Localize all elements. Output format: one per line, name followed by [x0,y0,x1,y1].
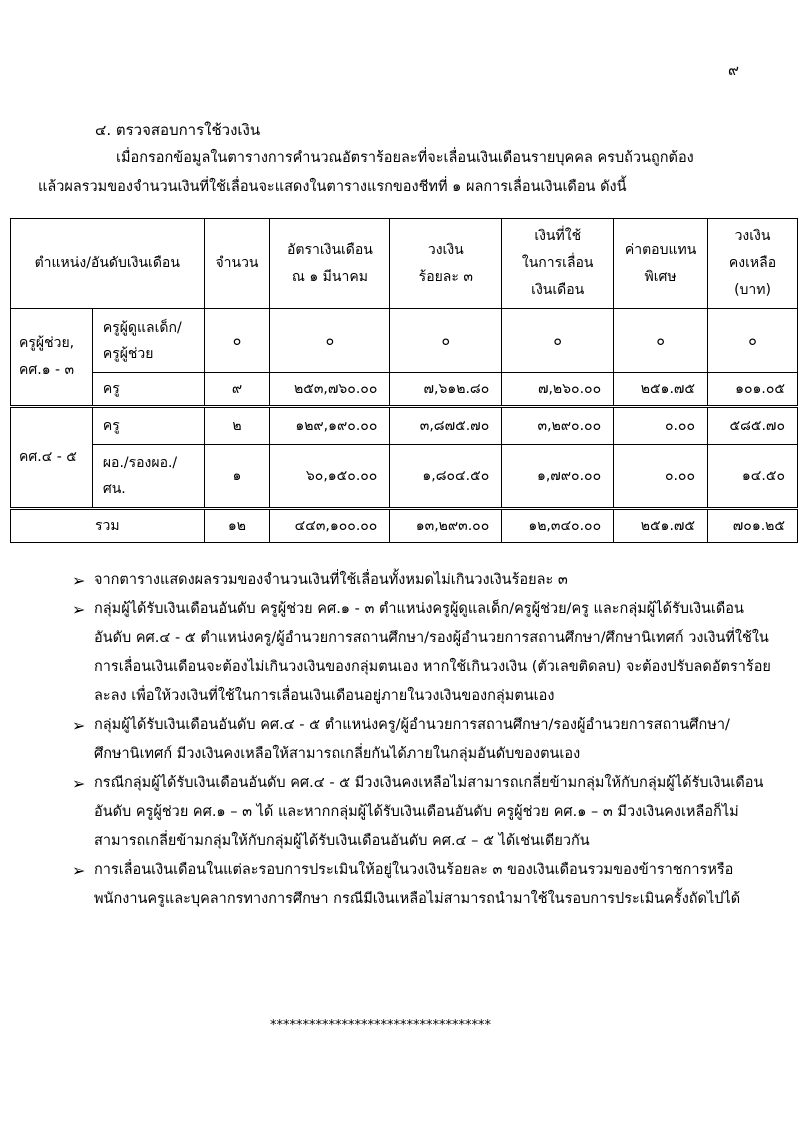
cell-budget: ๓,๘๗๕.๗๐ [390,407,502,445]
list-item: ➢ การเลื่อนเงินเดือนในแต่ละรอบการประเมินให้อยู่ในวงเงินร้อยละ ๓ ของเงินเดือนรวมของข้าราชการหรือพนักงานครูและบุคลากรทางการศึกษา กรณีมีเงินเหลือไม่สามารถนำมาใช้ในรอบการประเมินครั้งถัดไปได้ [72,856,772,914]
cell-special: ๐.๐๐ [614,445,708,509]
group-label-kru-assistant: ครูผู้ช่วย, คศ.๑ - ๓ [11,309,93,407]
header-budget: วงเงิน ร้อยละ ๓ [390,219,502,309]
header-remaining: วงเงิน คงเหลือ (บาท) [708,219,798,309]
cell-used: ๑,๗๙๐.๐๐ [502,445,614,509]
arrow-bullet-icon: ➢ [72,774,86,793]
header-special: ค่าตอบแทน พิเศษ [614,219,708,309]
total-used: ๑๒,๓๔๐.๐๐ [502,509,614,543]
list-item: ➢ จากตารางแสดงผลรวมของจำนวนเงินที่ใช้เลื่อนทั้งหมดไม่เกินวงเงินร้อยละ ๓ [72,566,772,595]
table-header-row [11,219,798,309]
table-row [11,373,798,407]
cell-count: ๑ [204,445,270,509]
notes-list [72,566,772,914]
header-salary: อัตราเงินเดือน ณ ๑ มีนาคม [270,219,390,309]
sub-position: ครูผู้ดูแลเด็ก/ ครูผู้ช่วย [92,309,204,373]
total-label: รวม [11,509,205,543]
cell-budget: ๗,๖๑๒.๘๐ [390,373,502,407]
list-item: ➢ กรณีกลุ่มผู้ได้รับเงินเดือนอันดับ คศ.๔ - ๕ มีวงเงินคงเหลือไม่สามารถเกลี่ยข้ามกลุ่มให้กับกลุ่มผู้ได้รับเงินเดือนอันดับ ครูผู้ช่วย คศ.๑ – ๓ ได้ และหากกลุ่มผู้ได้รับเงินเดือนอันดับ ครูผู้ช่วย คศ.๑ – ๓ มีวงเงินคงเหลือก็ไม่สามารถเกลี่ยข้ามกลุ่มให้กับกลุ่มผู้ได้รับเงินเดือนอันดับ คศ.๔ – ๕ ได้เช่นเดียวกัน [72,769,772,856]
page-number: ๙ [728,61,739,79]
list-item: ➢ กลุ่มผู้ได้รับเงินเดือนอันดับ ครูผู้ช่วย คศ.๑ - ๓ ตำแหน่งครูผู้ดูแลเด็ก/ครูผู้ช่วย/ครู และกลุ่มผู้ได้รับเงินเดือนอันดับ คศ.๔ - ๕ ตำแหน่งครู/ผู้อำนวยการสถานศึกษา/รองผู้อำนวยการสถานศึกษา/ศึกษานิเทศก์ วงเงินที่ใช้ในการเลื่อนเงินเดือนจะต้องไม่เกินวงเงินของกลุ่มตนเอง หากใช้เกินวงเงิน (ตัวเลขติดลบ) จะต้องปรับลดอัตราร้อยละลง เพื่อให้วงเงินที่ใช้ในการเลื่อนเงินเดือนอยู่ภายในวงเงินของกลุ่มตนเอง [72,595,772,711]
group-label-ks4-5: คศ.๔ - ๕ [11,407,93,509]
cell-salary: ๑๒๙,๑๙๐.๐๐ [270,407,390,445]
cell-used: ๐ [502,309,614,373]
cell-special: ๐ [614,309,708,373]
sub-position: ครู [92,373,204,407]
arrow-bullet-icon: ➢ [72,861,86,880]
sub-position: ผอ./รองผอ./ ศน. [92,445,204,509]
cell-special: ๒๕๑.๗๕ [614,373,708,407]
header-used: เงินที่ใช้ ในการเลื่อน เงินเดือน [502,219,614,309]
total-special: ๒๕๑.๗๕ [614,509,708,543]
cell-salary: ๖๐,๑๕๐.๐๐ [270,445,390,509]
total-budget: ๑๓,๒๙๓.๐๐ [390,509,502,543]
sub-position: ครู [92,407,204,445]
cell-used: ๗,๒๖๐.๐๐ [502,373,614,407]
intro-paragraph [38,144,768,202]
cell-salary: ๐ [270,309,390,373]
cell-special: ๐.๐๐ [614,407,708,445]
cell-remaining: ๐ [708,309,798,373]
cell-remaining: ๑๐๑.๐๕ [708,373,798,407]
cell-remaining: ๕๘๕.๗๐ [708,407,798,445]
total-remaining: ๗๐๑.๒๕ [708,509,798,543]
cell-remaining: ๑๔.๕๐ [708,445,798,509]
list-item: ➢ กลุ่มผู้ได้รับเงินเดือนอันดับ คศ.๔ - ๕ ตำแหน่งครู/ผู้อำนวยการสถานศึกษา/รองผู้อำนวยการสถานศึกษา/ศึกษานิเทศก์ มีวงเงินคงเหลือให้สามารถเกลี่ยกันได้ภายในกลุ่มอันดับของตนเอง [72,711,772,769]
arrow-bullet-icon: ➢ [72,600,86,619]
intro-line-2: แล้วผลรวมของจำนวนเงินที่ใช้เลื่อนจะแสดงในตารางแรกของชีทที่ ๑ ผลการเลื่อนเงินเดือน ดังนี้ [38,179,627,195]
table-total-row [11,509,798,543]
arrow-bullet-icon: ➢ [72,716,86,735]
salary-summary-table [10,218,798,543]
table-row [11,407,798,445]
total-salary: ๔๔๓,๑๐๐.๐๐ [270,509,390,543]
cell-count: ๙ [204,373,270,407]
cell-budget: ๑,๘๐๔.๕๐ [390,445,502,509]
table-row [11,309,798,373]
footer-divider: ********************************** [270,1018,491,1033]
intro-line-1: เมื่อกรอกข้อมูลในตารางการคำนวณอัตราร้อยละที่จะเลื่อนเงินเดือนรายบุคคล ครบถ้วนถูกต้อง [116,150,694,166]
cell-count: ๐ [204,309,270,373]
arrow-bullet-icon: ➢ [72,571,86,590]
cell-salary: ๒๕๓,๗๖๐.๐๐ [270,373,390,407]
header-position: ตำแหน่ง/อันดับเงินเดือน [11,219,205,309]
header-count: จำนวน [204,219,270,309]
cell-budget: ๐ [390,309,502,373]
section-heading: ๔. ตรวจสอบการใช้วงเงิน [95,121,261,139]
table-row [11,445,798,509]
cell-used: ๓,๒๙๐.๐๐ [502,407,614,445]
cell-count: ๒ [204,407,270,445]
total-count: ๑๒ [204,509,270,543]
